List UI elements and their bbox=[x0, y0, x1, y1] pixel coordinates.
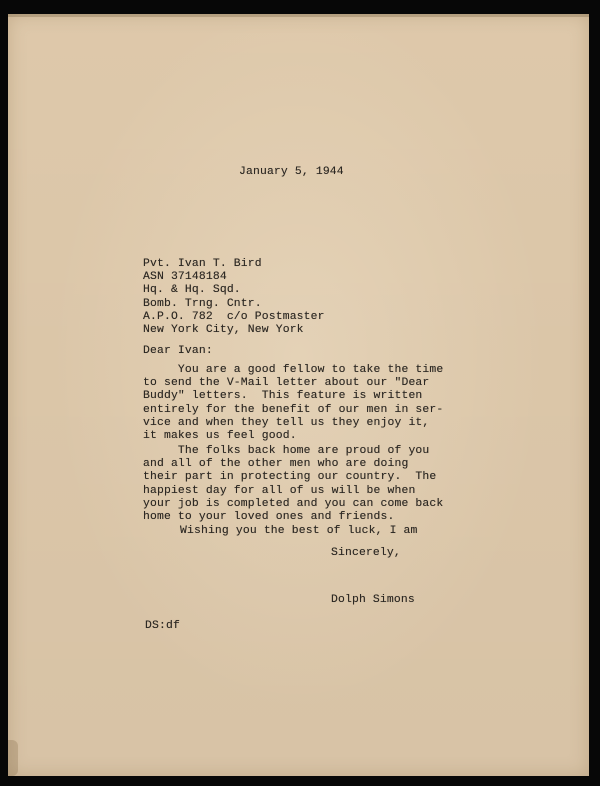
paragraph-line: You are a good fellow to take the time bbox=[143, 364, 444, 376]
paragraph-line: The folks back home are proud of you bbox=[143, 445, 430, 457]
paragraph-line: and all of the other men who are doing bbox=[143, 458, 409, 471]
paragraph-line: home to your loved ones and friends. bbox=[143, 511, 395, 524]
paragraph-line: your job is completed and you can come back bbox=[143, 497, 444, 510]
paragraph-line: vice and when they tell us they enjoy it, bbox=[143, 416, 430, 429]
paper-top-edge bbox=[8, 14, 589, 17]
letter-date: January 5, 1944 bbox=[239, 166, 344, 178]
paragraph-1 bbox=[143, 364, 443, 443]
salutation: Dear Ivan: bbox=[143, 345, 213, 357]
paragraph-line: entirely for the benefit of our men in ser- bbox=[143, 403, 444, 416]
address-line: Pvt. Ivan T. Bird bbox=[143, 258, 262, 270]
address-line: ASN 37148184 bbox=[143, 271, 227, 284]
address-line: A.P.O. 782 c/o Postmaster bbox=[143, 310, 325, 323]
address-line: New York City, New York bbox=[143, 324, 304, 337]
paragraph-line: happiest day for all of us will be when bbox=[143, 484, 416, 497]
recipient-address bbox=[143, 258, 325, 337]
paragraph-2 bbox=[143, 445, 443, 524]
address-line: Bomb. Trng. Cntr. bbox=[143, 297, 262, 310]
valediction: Sincerely, bbox=[331, 547, 401, 559]
paragraph-line: Buddy" letters. This feature is written bbox=[143, 390, 423, 403]
paper-edge-wear bbox=[8, 740, 18, 776]
paragraph-line: their part in protecting our country. The bbox=[143, 471, 437, 484]
address-line: Hq. & Hq. Sqd. bbox=[143, 284, 241, 297]
paragraph-line: it makes us feel good. bbox=[143, 430, 297, 443]
paragraph-line: to send the V-Mail letter about our "Dear bbox=[143, 377, 430, 390]
typist-initials: DS:df bbox=[145, 620, 180, 632]
signature-name: Dolph Simons bbox=[331, 594, 415, 606]
closing-line: Wishing you the best of luck, I am bbox=[180, 525, 418, 537]
